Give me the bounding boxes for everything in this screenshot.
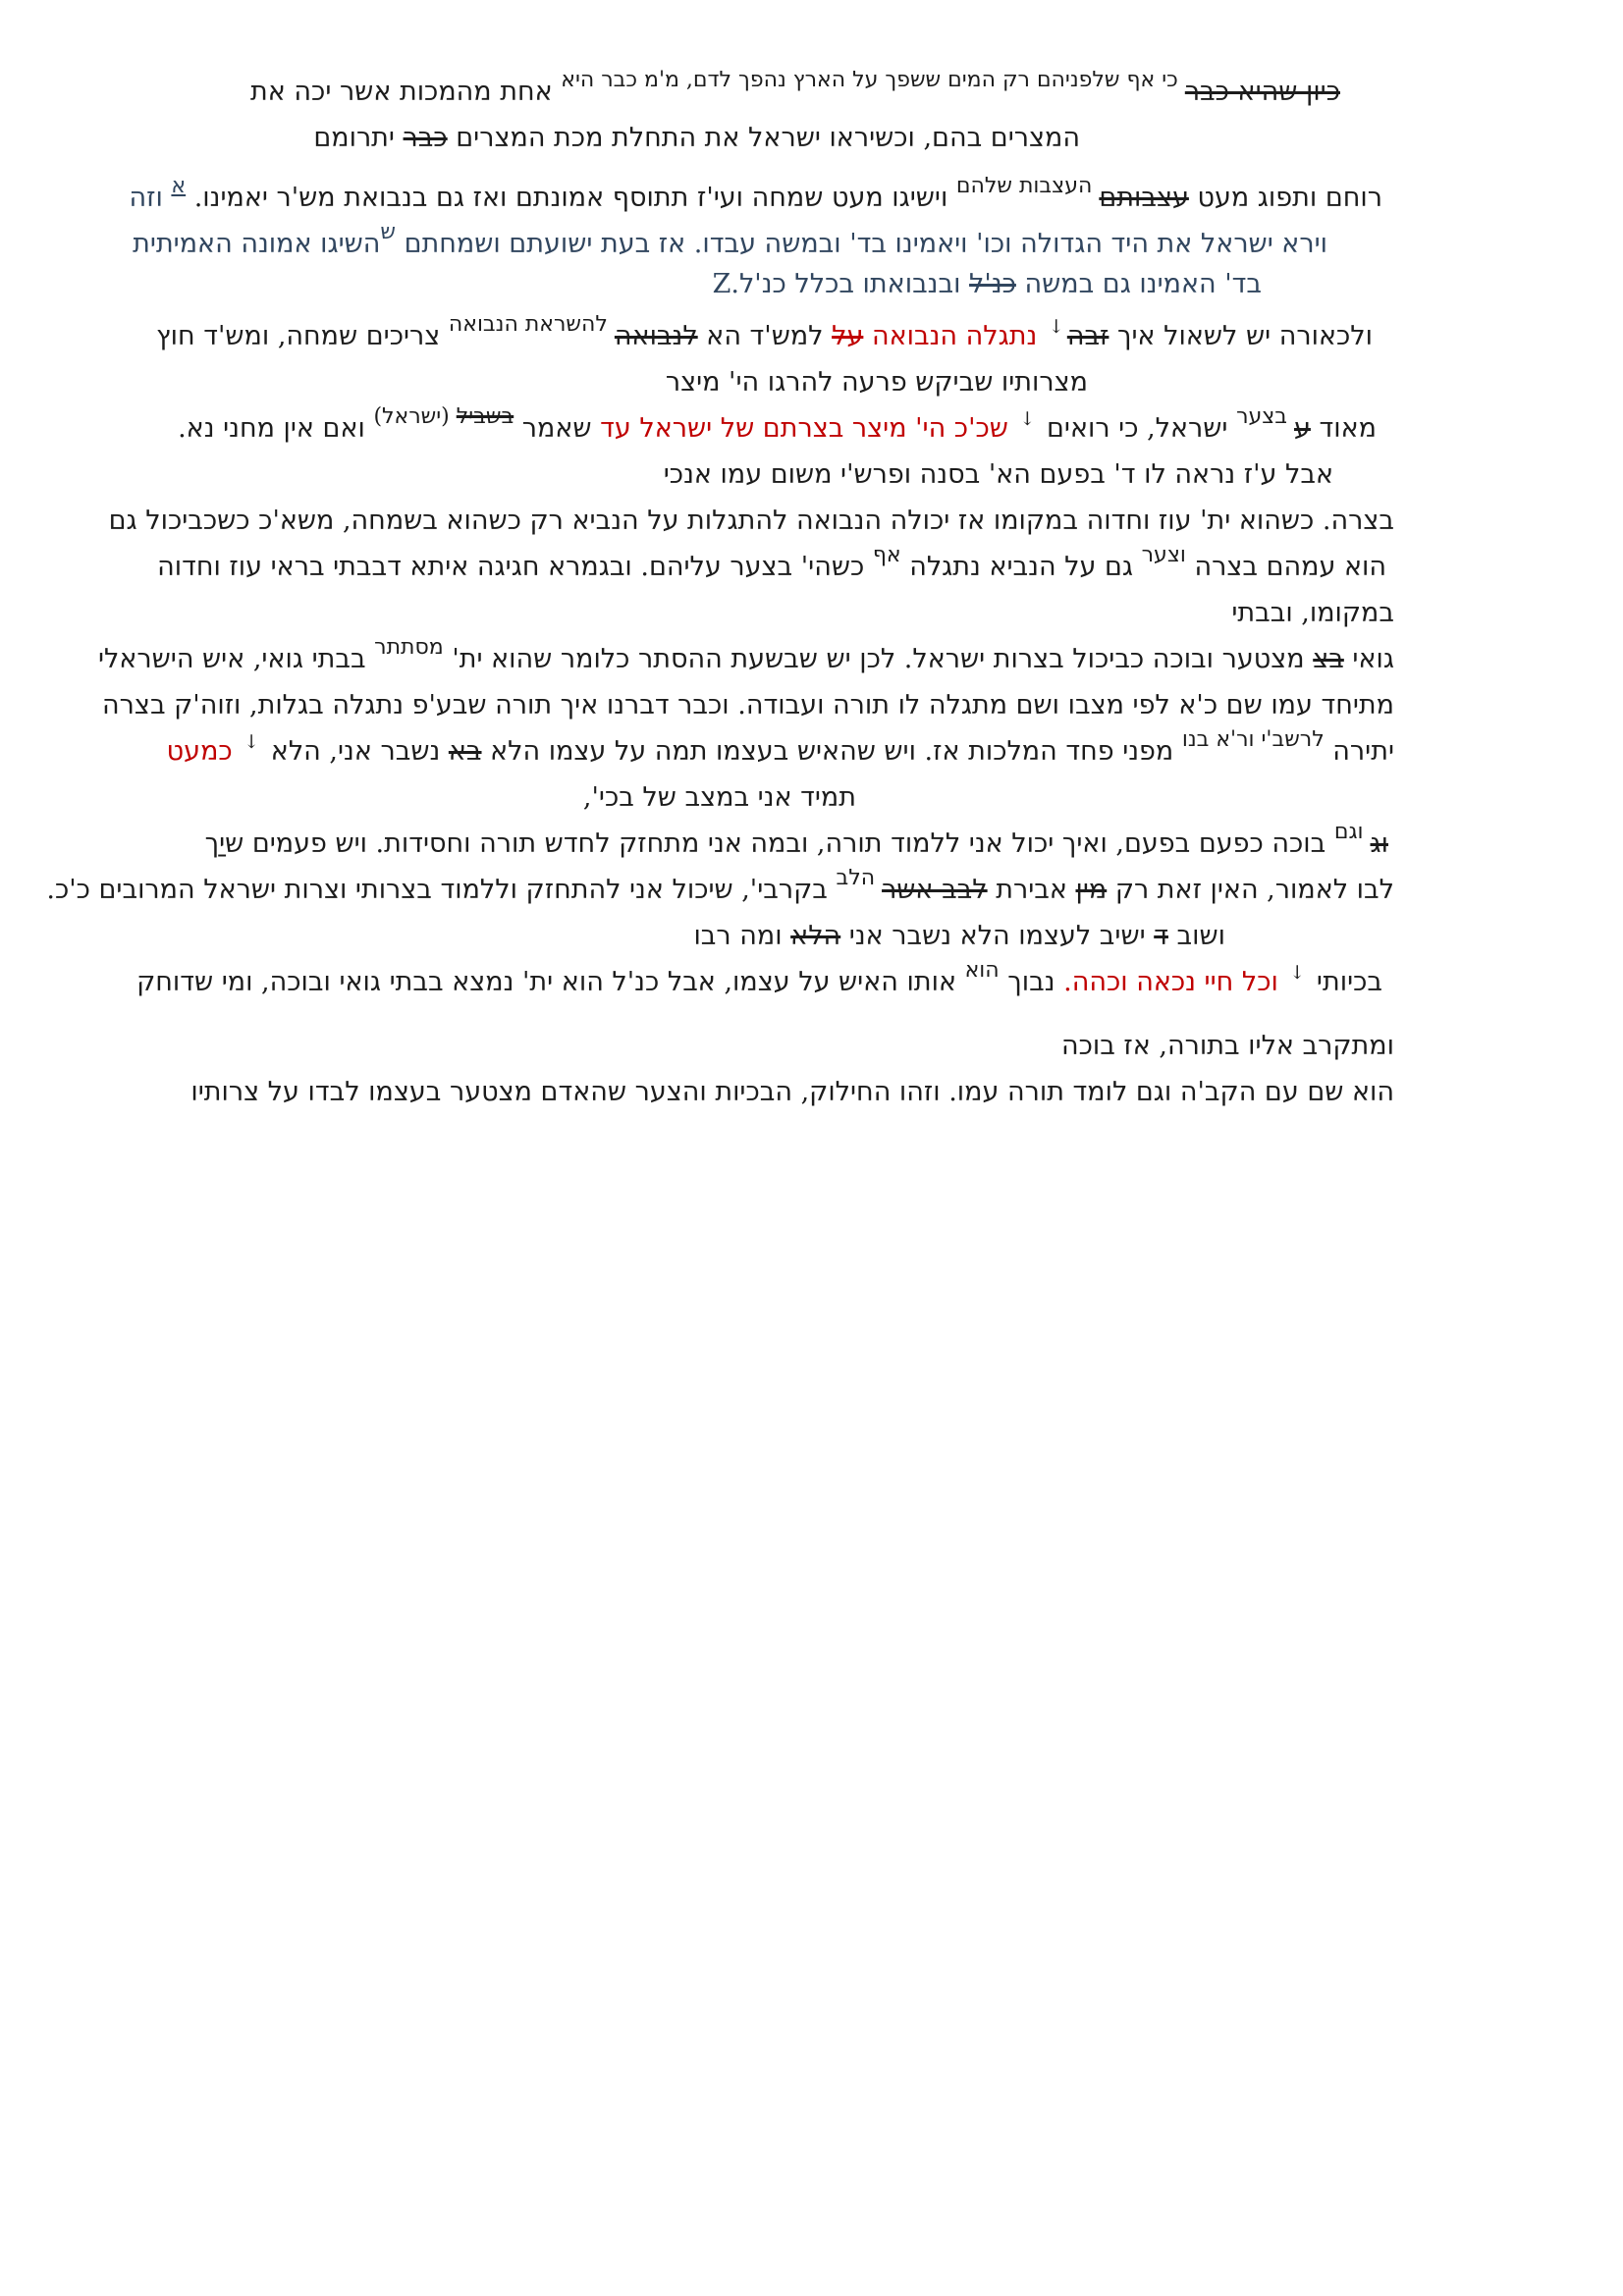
text-segment: ומתקרב אליו בתורה, אז בוכה bbox=[1060, 1031, 1394, 1061]
struck-text: וג bbox=[1370, 828, 1388, 859]
struck-text: כנ'ל bbox=[969, 269, 1016, 299]
text-line bbox=[234, 261, 1262, 307]
struck-text: בשביל bbox=[456, 404, 514, 429]
revision-red-text: וכל חיי נכאה וכהה. bbox=[1063, 967, 1287, 997]
text-segment: בכיותי bbox=[1308, 967, 1382, 997]
superscript-insertion: ש bbox=[380, 220, 396, 244]
text-segment: ישראל, כי רואים bbox=[1038, 413, 1237, 444]
text-segment: תמיד אני במצב של בכי', bbox=[582, 782, 856, 813]
text-segment: צריכים שמחה, ומש'ד חוץ bbox=[156, 321, 449, 351]
text-line bbox=[234, 115, 1080, 161]
text-segment: נשבר אני, הלא bbox=[262, 736, 449, 767]
text-segment: מתיחד עמו שם כ'א לפי מצבו ושם מתגלה לו תורה ועבודה. וכבר דברנו איך תורה שבע'פ נתגלה בגלות, וזוה'ק בצרה bbox=[102, 690, 1394, 721]
text-segment: גואי bbox=[1343, 644, 1394, 674]
struck-text: כבר bbox=[403, 123, 448, 153]
struck-text: ע bbox=[1294, 413, 1311, 444]
text-segment: וישיגו מעט שמחה ועי'ז תתוסף אמונתם ואז גם בנבואת מש'ר יאמינו. bbox=[186, 183, 956, 213]
insertion-arrow-icon: ↓ bbox=[1019, 408, 1036, 430]
insertion-blue-text: ובנבואתו בכלל כנ'ל. bbox=[730, 269, 970, 299]
text-segment: הוא שם עם הקב'ה וגם לומד תורה עמו. וזהו החילוק, הבכיות והצער שהאדם מצטער בעצמו לבדו על צרותיו bbox=[190, 1077, 1394, 1107]
text-segment: מאוד bbox=[1310, 413, 1377, 444]
text-segment: הוא עמהם בצרה bbox=[1185, 552, 1386, 582]
text-segment: גם על הנביא נתגלה bbox=[900, 552, 1142, 582]
superscript-insertion: וגם bbox=[1333, 820, 1371, 844]
insertion-arrow-icon: ↓ bbox=[1289, 962, 1306, 984]
manuscript-page bbox=[46, 68, 1394, 1115]
struck-text: בא bbox=[448, 736, 482, 767]
revision-red-text: שכ'כ הי' מיצר בצרתם של ישראל עד bbox=[600, 413, 1017, 444]
superscript-insertion: הלב bbox=[836, 866, 883, 890]
text-segment: יתירה bbox=[1324, 736, 1394, 767]
text-line bbox=[156, 312, 1373, 359]
text-segment: ושוב bbox=[1167, 921, 1225, 951]
text-line bbox=[166, 727, 1394, 774]
text-segment: אותו האיש על עצמו, אבל כנ'ל הוא ית' נמצא בבתי גואי ובוכה, ומי שדוחק bbox=[136, 967, 965, 997]
text-line bbox=[234, 359, 1088, 405]
text-segment: ואם אין מחני נא. bbox=[178, 413, 374, 444]
text-line bbox=[178, 404, 1377, 452]
superscript-insertion: העצבות שלהם bbox=[955, 174, 1100, 198]
superscript-insertion: כי אף שלפניהם רק המים ששפך על הארץ נהפך לדם, מ'מ כבר היא bbox=[561, 68, 1185, 92]
text-segment: בוכה כפעם בפעם, ואיך יכול אני ללמוד תורה, ובמה אני מתחזק לחדש תורה וחסידות. ויש פעמים שיַך bbox=[204, 828, 1334, 859]
superscript-insertion: לרשב'י ור'א בנו bbox=[1181, 727, 1325, 752]
text-segment: בבתי גואי, איש הישראלי bbox=[97, 644, 375, 674]
text-segment: ומה רבו bbox=[693, 921, 791, 951]
insertion-blue-text: וזה bbox=[129, 183, 172, 213]
text-line bbox=[108, 498, 1394, 544]
text-line bbox=[190, 1069, 1394, 1115]
text-segment: בקרבי', שיכול אני להתחזק וללמוד בצרותי וצרות ישראל המרובים כ'כ. bbox=[46, 875, 837, 905]
text-line bbox=[234, 590, 1394, 636]
text-segment: שאמר bbox=[514, 413, 601, 444]
superscript-insertion: להשראת הנבואה bbox=[448, 312, 615, 337]
struck-text: לנבואה bbox=[614, 321, 698, 351]
superscript-insertion: בצער bbox=[1236, 404, 1295, 429]
struck-text: על bbox=[832, 321, 864, 351]
text-line bbox=[129, 174, 1382, 221]
struck-text: מין bbox=[1075, 875, 1108, 905]
insertion-arrow-icon: ↓ bbox=[243, 731, 260, 753]
text-line bbox=[46, 866, 1394, 913]
text-segment: ישיב לעצמו הלא נשבר אני bbox=[840, 921, 1155, 951]
text-line bbox=[234, 913, 1225, 959]
text-line bbox=[136, 958, 1382, 1005]
text-segment: אבירת bbox=[987, 875, 1076, 905]
text-line bbox=[234, 1023, 1394, 1069]
text-line bbox=[234, 774, 856, 821]
revision-red-text: כמעט bbox=[166, 736, 242, 767]
superscript-insertion: וצער bbox=[1141, 543, 1186, 567]
text-segment: המצרים בהם, וכשיראו ישראל את התחלת מכת המצרים bbox=[447, 123, 1080, 153]
struck-text: זבה bbox=[1066, 321, 1109, 351]
text-segment: למש'ד הא bbox=[697, 321, 833, 351]
superscript-insertion: א bbox=[171, 174, 187, 198]
text-segment: בצרה. כשהוא ית' עוז וחדוה במקומו אז יכולה הנבואה להתגלות על הנביא רק כשהוא בשמחה, משא'כ כשכביכול גם bbox=[108, 506, 1394, 536]
text-line bbox=[234, 69, 1340, 115]
text-segment: במקומו, ובבתי bbox=[1231, 598, 1394, 628]
insertion-blue-text: השיגו אמונה האמיתית bbox=[133, 229, 381, 259]
insertion-blue-text: Z bbox=[712, 269, 731, 299]
text-segment: רוחם ותפוג מעט bbox=[1188, 183, 1382, 213]
text-segment: ולכאורה יש לשאול איך bbox=[1109, 321, 1373, 351]
struck-text: ד bbox=[1154, 921, 1168, 951]
revision-red-text: נתגלה הנבואה bbox=[863, 321, 1046, 351]
struck-text: עצבותם bbox=[1099, 183, 1189, 213]
struck-text: כיון שהיא כבר bbox=[1184, 77, 1340, 107]
text-segment: אבל ע'ז נראה לו ד' בפעם הא' בסנה ופרש'י משום עמו אנכי bbox=[663, 459, 1333, 490]
text-segment: יתרומם bbox=[313, 123, 404, 153]
struck-text: בצ bbox=[1313, 644, 1344, 674]
superscript-insertion: (ישראל) bbox=[373, 404, 457, 429]
insertion-blue-text: וירא ישראל את היד הגדולה וכו' ויאמינו בד' ובמשה עבדו. אז בעת ישועתם ושמחתם bbox=[396, 229, 1327, 259]
text-segment: אחת מהמכות אשר יכה את bbox=[250, 77, 562, 107]
text-line bbox=[234, 452, 1333, 498]
text-line bbox=[204, 820, 1388, 867]
text-line bbox=[133, 220, 1327, 267]
insertion-blue-text: בד' האמינו גם במשה bbox=[1015, 269, 1262, 299]
struck-text: הלא bbox=[790, 921, 841, 951]
superscript-insertion: הוא bbox=[964, 958, 1000, 983]
text-line bbox=[157, 543, 1386, 590]
text-segment: נבוך bbox=[999, 967, 1064, 997]
insertion-arrow-icon: ↓ bbox=[1048, 316, 1064, 338]
text-segment: מצרותיו שביקש פרעה להרגו הי' מיצר bbox=[665, 367, 1088, 398]
superscript-insertion: מסתתר bbox=[374, 635, 444, 660]
text-line bbox=[97, 635, 1394, 682]
text-segment: מפני פחד המלכות אז. ויש שהאיש בעצמו תמה על עצמו הלא bbox=[481, 736, 1182, 767]
struck-text: לבב אשר bbox=[882, 875, 988, 905]
superscript-insertion: אף bbox=[872, 543, 901, 567]
text-segment: לבו לאמור, האין זאת רק bbox=[1107, 875, 1394, 905]
text-line bbox=[102, 682, 1394, 728]
text-segment: כשהי' בצער עליהם. ובגמרא חגיגה איתא דבבתי בראי עוז וחדוה bbox=[157, 552, 873, 582]
text-segment: מצטער ובוכה כביכול בצרות ישראל. לכן יש שבשעת ההסתר כלומר שהוא ית' bbox=[443, 644, 1314, 674]
